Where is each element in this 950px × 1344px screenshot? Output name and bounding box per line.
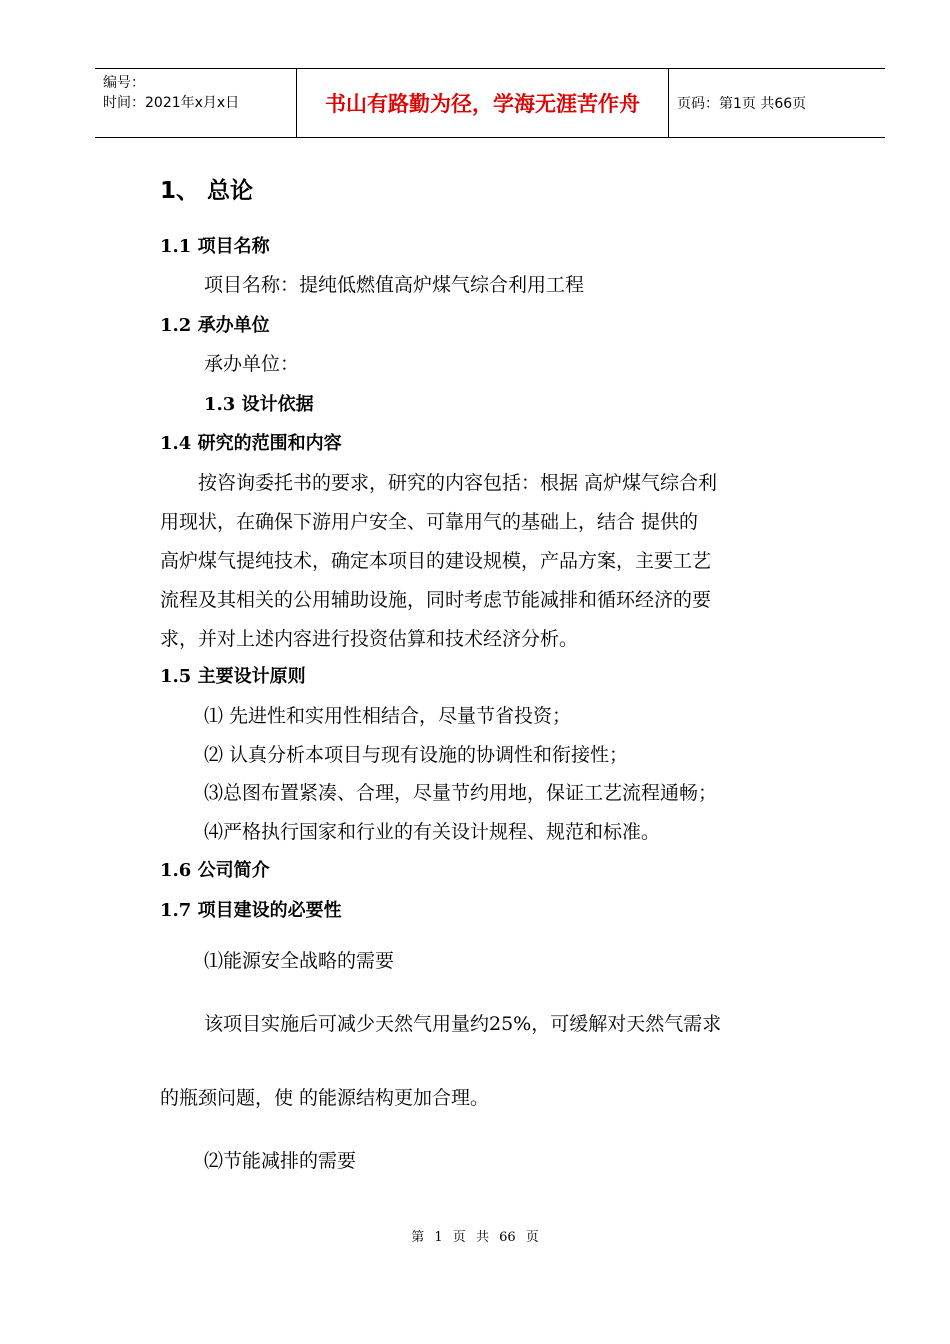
- necessity-item-1: ⑴能源安全战略的需要: [204, 950, 395, 972]
- paragraph-line: 高炉煤气提纯技术，确定本项目的建设规模，产品方案，主要工艺: [160, 550, 712, 572]
- necessity-paragraph-line-1: 该项目实施后可减少天然气用量约25%，可缓解对天然气需求: [204, 1013, 722, 1035]
- section-1-7-title: 1.7 项目建设的必要性: [160, 900, 342, 921]
- principle-item-2: ⑵ 认真分析本项目与现有设施的协调性和衔接性；: [204, 744, 629, 766]
- section-1-2-text: 承办单位：: [204, 353, 300, 375]
- principle-item-4: ⑷严格执行国家和行业的有关设计规程、规范和标准。: [204, 821, 661, 843]
- header-motto: 书山有路勤为径，学海无涯苦作舟: [297, 69, 669, 137]
- footer-text: 页: [525, 1230, 539, 1245]
- principle-item-1: ⑴ 先进性和实用性相结合，尽量节省投资；: [204, 705, 572, 727]
- header-meta-cell: [95, 69, 297, 137]
- footer-text: 共: [475, 1230, 489, 1245]
- section-1-5-title: 1.5 主要设计原则: [160, 666, 306, 687]
- paragraph-line: 用现状，在确保下游用户安全、可靠用气的基础上，结合 提供的: [160, 511, 699, 533]
- section-1-4-title: 1.4 研究的范围和内容: [160, 433, 342, 454]
- footer-total-pages: 66: [499, 1230, 516, 1245]
- page-header: [95, 68, 885, 138]
- section-1-1-title: 1.1 项目名称: [160, 236, 270, 257]
- principle-item-3: ⑶总图布置紧凑、合理，尽量节约用地，保证工艺流程通畅；: [204, 782, 718, 804]
- header-page-label: 页码：第1页 共66页: [677, 96, 807, 112]
- time-label: 时间：2021年x月x日: [103, 95, 240, 111]
- page-footer: [0, 1226, 950, 1245]
- section-1-4-paragraph: [160, 464, 824, 659]
- section-1-2-title: 1.2 承办单位: [160, 315, 270, 336]
- paragraph-line: 按咨询委托书的要求，研究的内容包括：根据 高炉煤气综合利: [160, 472, 718, 494]
- necessity-item-2: ⑵节能减排的需要: [204, 1150, 357, 1172]
- paragraph-line: 流程及其相关的公用辅助设施，同时考虑节能减排和循环经济的要: [160, 589, 712, 611]
- footer-page-number: 1: [434, 1230, 443, 1245]
- necessity-paragraph-line-2: 的瓶颈问题，使 的能源结构更加合理。: [160, 1087, 490, 1109]
- footer-text: 第: [411, 1230, 425, 1245]
- section-1-3-title: 1.3 设计依据: [204, 394, 314, 415]
- chapter-title: 1、 总论: [160, 178, 254, 204]
- section-1-6-title: 1.6 公司简介: [160, 860, 270, 881]
- number-label: 编号：: [103, 75, 145, 91]
- footer-text: 页: [452, 1230, 466, 1245]
- section-1-1-text: 项目名称：提纯低燃值高炉煤气综合利用工程: [204, 274, 585, 296]
- paragraph-line: 求，并对上述内容进行投资估算和技术经济分析。: [160, 628, 579, 650]
